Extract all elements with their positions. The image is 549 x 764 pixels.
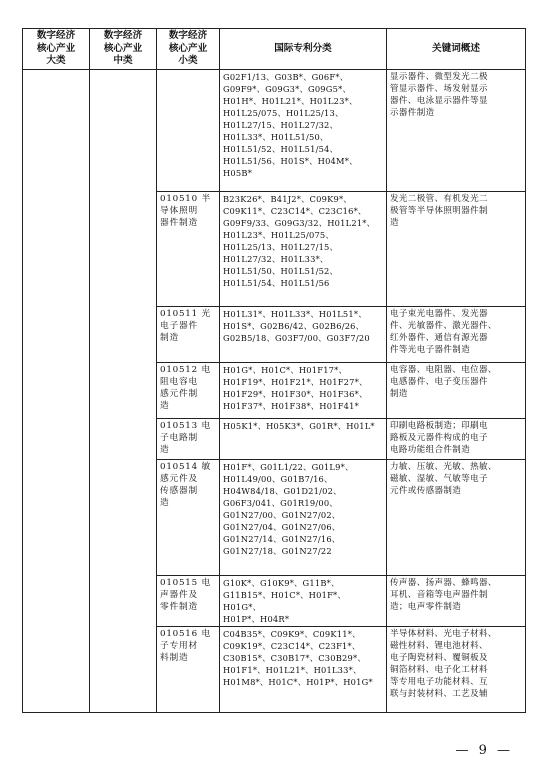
ipc-cell: B23K26*、B41J2*、C09K9*、 C09K11*、C23C14*、C23C16*、 G09F9/33、G09G3/32、H01L21*、 H01L23*、H01L25/075、 H01L25/13、H01L27/15、 H01L27/32、H01L33*、 H01L51/50、H01L51/52、 H01L51/54、H01L51/56 xyxy=(220,192,387,307)
subclass-cell xyxy=(157,70,220,192)
subclass-cell: 010511 光 电子器件 制造 xyxy=(157,307,220,363)
middle-category-cell xyxy=(90,70,157,713)
subclass-cell: 010516 电 子专用材 料制造 xyxy=(157,627,220,713)
ipc-cell: C04B35*、C09K9*、C09K11*、 C09K19*、C23C14*、C23F1*、 C30B15*、C30B17*、C30B29*、 H01F1*、H01L21*、H01L33*、 H01M8*、H01C*、H01P*、H01G* xyxy=(220,627,387,713)
keywords-cell: 发光二极管、有机发光二 极管等半导体照明器件制 造 xyxy=(387,192,526,307)
ipc-cell: G02F1/13、G03B*、G06F*、 G09F9*、G09G3*、G09G5*、 H01H*、H01L21*、H01L23*、 H01L25/075、H01L25/13、 H01L27/15、H01L27/32、 H01L33*、H01L51/50、 H01L51/52、H01L51/54、 H01L51/56、H01S*、H04M*、 H05B* xyxy=(220,70,387,192)
header-keywords: 关键词概述 xyxy=(387,29,526,70)
keywords-cell: 显示器件、微型发光二极 管显示器件、场发射显示 器件、电泳显示器件等显 示器件制造 xyxy=(387,70,526,192)
ipc-cell: H01L31*、H01L33*、H01L51*、 H01S*、G02B6/42、G02B6/26、 G02B5/18、G03F7/00、G03F7/20 xyxy=(220,307,387,363)
keywords-cell: 力敏、压敏、光敏、热敏、 磁敏、湿敏、气敏等电子 元件或传感器制造 xyxy=(387,460,526,576)
subclass-cell: 010514 敏 感元件及 传感器制 造 xyxy=(157,460,220,576)
header-major-category: 数字经济 核心产业 大类 xyxy=(23,29,90,70)
header-sub-category: 数字经济 核心产业 小类 xyxy=(157,29,220,70)
ipc-classification-table xyxy=(22,28,526,713)
ipc-cell: H01F*、G01L1/22、G01L9*、 H01L49/00、G01B7/16、 H04W84/18、G01D21/02、 G06F3/041、G01R19/00、 G01N27/00、G01N27/02、 G01N27/04、G01N27/06、 G01N27/14、G01N27/16、 G01N27/18、G01N27/22 xyxy=(220,460,387,576)
page-number: — 9 — xyxy=(455,743,513,758)
ipc-cell: H01G*、H01C*、H01F17*、 H01F19*、H01F21*、H01F27*、 H01F29*、H01F30*、H01F36*、 H01F37*、H01F38*、H01F41* xyxy=(220,363,387,419)
table-row xyxy=(23,70,526,192)
keywords-cell: 传声器、扬声器、蜂鸣器、 耳机、音箱等电声器件制 造；电声零件制造 xyxy=(387,576,526,627)
subclass-cell: 010513 电 子电路制 造 xyxy=(157,419,220,460)
ipc-cell: G10K*、G10K9*、G11B*、 G11B15*、H01C*、H01F*、H01G*、 H01P*、H04R* xyxy=(220,576,387,627)
ipc-cell: H05K1*、H05K3*、G01R*、H01L* xyxy=(220,419,387,460)
subclass-cell: 010510 半 导体照明 器件制造 xyxy=(157,192,220,307)
major-category-cell xyxy=(23,70,90,713)
header-middle-category: 数字经济 核心产业 中类 xyxy=(90,29,157,70)
header-ipc: 国际专利分类 xyxy=(220,29,387,70)
subclass-cell: 010515 电 声器件及 零件制造 xyxy=(157,576,220,627)
subclass-cell: 010512 电 阻电容电 感元件制 造 xyxy=(157,363,220,419)
keywords-cell: 半导体材料、光电子材料、 磁性材料、锂电池材料、 电子陶瓷材料、覆铜板及 铜箔材料、电子化工材料 等专用电子功能材料、互 联与封装材料、工艺及辅 xyxy=(387,627,526,713)
keywords-cell: 电容器、电阻器、电位器、 电感器件、电子变压器件 制造 xyxy=(387,363,526,419)
table-header-row xyxy=(23,29,526,70)
keywords-cell: 印刷电路板制造；印刷电 路板及元器件构成的电子 电路功能组合件制造 xyxy=(387,419,526,460)
keywords-cell: 电子束光电器件、发光器 件、光敏器件、激光器件、 红外器件、通信有源光器 件等光电子器件制造 xyxy=(387,307,526,363)
